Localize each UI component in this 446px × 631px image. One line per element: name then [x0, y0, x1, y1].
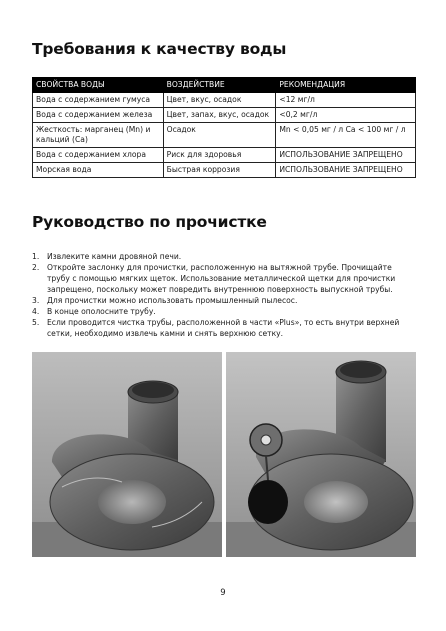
step-number: 2. [32, 263, 40, 272]
table-cell: Риск для здоровья [163, 148, 276, 163]
table-cell: ИСПОЛЬЗОВАНИЕ ЗАПРЕЩЕНО [276, 163, 416, 178]
step-number: 1. [32, 252, 40, 261]
table-cell: Жесткость: марганец (Mn) и кальций (Ca) [33, 123, 164, 148]
cleaning-guide-heading: Руководство по прочистке [32, 213, 267, 231]
step-text: Если проводится чистка трубы, расположенной в части «Plus», то есть внутри верхней сетки, необходимо извлечь камни и снять верхнюю сетку. [47, 318, 400, 338]
water-quality-table [32, 77, 416, 178]
step-number: 5. [32, 318, 40, 327]
page-number: 9 [220, 588, 226, 598]
table-cell: Осадок [163, 123, 276, 148]
step-number: 3. [32, 296, 40, 305]
table-cell: Вода с содержанием гумуса [33, 93, 164, 108]
table-cell: Вода с содержанием железа [33, 108, 164, 123]
open-hatch-chimney-pipe-photo [226, 352, 416, 557]
step-number: 4. [32, 307, 40, 316]
list-item [32, 306, 416, 317]
column-header: СВОЙСТВА ВОДЫ [33, 78, 164, 93]
table-header-row [33, 78, 416, 93]
table-cell: ИСПОЛЬЗОВАНИЕ ЗАПРЕЩЕНО [276, 148, 416, 163]
step-text: Откройте заслонку для прочистки, расположенную на вытяжной трубе. Прочищайте трубу с помощью мягких щеток. Использование металлической щетки для прочистки запрещено, поскольку может повредить внутреннюю поверхность выпускной трубы. [47, 263, 396, 294]
step-text: Для прочистки можно использовать промышленный пылесос. [47, 296, 298, 305]
table-cell: Цвет, запах, вкус, осадок [163, 108, 276, 123]
column-header: ВОЗДЕЙСТВИЕ [163, 78, 276, 93]
pipe-photos [32, 352, 416, 557]
table-row [33, 123, 416, 148]
water-quality-heading: Требования к качеству воды [32, 40, 287, 58]
table-cell: <12 мг/л [276, 93, 416, 108]
table-cell: Вода с содержанием хлора [33, 148, 164, 163]
table-cell: Быстрая коррозия [163, 163, 276, 178]
list-item [32, 251, 416, 262]
closed-chimney-pipe-photo [32, 352, 222, 557]
list-item [32, 262, 416, 295]
table-row [33, 108, 416, 123]
table-cell: Морская вода [33, 163, 164, 178]
cleaning-steps-list [32, 251, 416, 339]
step-text: Извлеките камни дровяной печи. [47, 252, 182, 261]
table-row [33, 148, 416, 163]
table-row [33, 163, 416, 178]
column-header: РЕКОМЕНДАЦИЯ [276, 78, 416, 93]
table-cell: Цвет, вкус, осадок [163, 93, 276, 108]
list-item [32, 317, 416, 339]
list-item [32, 295, 416, 306]
table-cell: Mn < 0,05 мг / л Ca < 100 мг / л [276, 123, 416, 148]
table-cell: <0,2 мг/л [276, 108, 416, 123]
table-row [33, 93, 416, 108]
step-text: В конце ополосните трубу. [47, 307, 156, 316]
